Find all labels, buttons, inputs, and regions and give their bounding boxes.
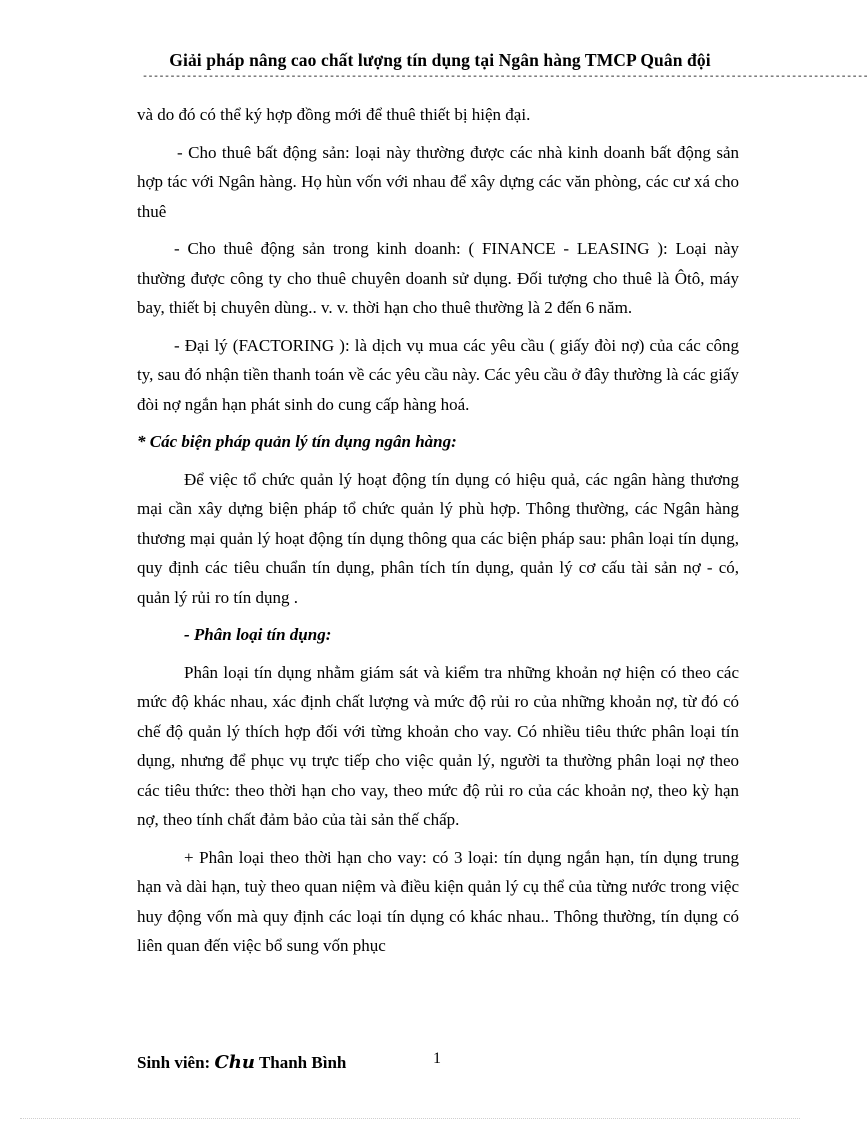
- paragraph-finance-leasing: - Cho thuê động sản trong kinh doanh: ( FINANCE - LEASING ): Loại này thường được công ty cho thuê chuyên doanh sử dụng. Đối tượng cho thuê là Ôtô, máy bay, thiết bị chuyên dùng.. v. v. thời hạn cho thuê thường là 2 đến 6 năm.: [137, 239, 739, 317]
- bottom-dotted-line: [20, 1118, 800, 1119]
- footer-student-label: Sinh viên:: [137, 1053, 211, 1072]
- page-number: 1: [433, 1050, 441, 1067]
- footer-student-name: Thanh Bình: [258, 1053, 347, 1072]
- paragraph-real-estate-leasing: - Cho thuê bất động sản: loại này thường được các nhà kinh doanh bất động sản hợp tác với Ngân hàng. Họ hùn vốn với nhau để xây dựng các văn phòng, các cư xá cho thuê: [137, 142, 739, 221]
- paragraph-by-term: + Phân loại theo thời hạn cho vay: có 3 loại: tín dụng ngắn hạn, tín dụng trung hạn và dài hạn, tuỳ theo quan niệm và điều kiện quản lý cụ thể của từng nước trong việc huy động vốn mà quy định các loại tín dụng có khác nhau.. Thông thường, tín dụng có liên quan đến việc bổ sung vốn phục: [137, 847, 739, 955]
- page-header-title: Giải pháp nâng cao chất lượng tín dụng tại Ngân hàng TMCP Quân đội: [169, 50, 711, 70]
- footer-signature: Chu: [214, 1052, 255, 1073]
- footer-student: [137, 1052, 346, 1073]
- section-heading-credit-management: * Các biện pháp quản lý tín dụng ngân hàng:: [137, 432, 457, 451]
- document-body: [137, 100, 739, 969]
- paragraph-factoring: - Đại lý (FACTORING ): là dịch vụ mua các yêu cầu ( giấy đòi nợ) của các công ty, sau đó nhận tiền thanh toán về các yêu cầu này. Các yêu cầu ở đây thường là các giấy đòi nợ ngắn hạn phát sinh do cung cấp hàng hoá.: [137, 335, 739, 414]
- paragraph-classification: Phân loại tín dụng nhằm giám sát và kiểm tra những khoản nợ hiện có theo các mức độ khác nhau, xác định chất lượng và mức độ rủi ro của những khoản nợ, từ đó có chế độ quản lý thích hợp đối với từng khoản cho vay. Có nhiều tiêu thức phân loại tín dụng, nhưng để phục vụ trực tiếp cho việc quản lý, người ta thường phân loại nợ theo các tiêu thức: theo thời hạn cho vay, theo mức độ rủi ro của các khoản nợ, theo kỳ hạn nợ, theo tính chất đảm bảo của tài sản thế chấp.: [137, 662, 739, 829]
- page-footer: [137, 1052, 739, 1082]
- header-divider: ------------------------------------------------------------------------------------------------------------------------------------: [142, 72, 868, 83]
- paragraph-1: và do đó có thể ký hợp đồng mới để thuê thiết bị hiện đại.: [137, 105, 531, 124]
- subheading-credit-classification: - Phân loại tín dụng:: [184, 625, 332, 644]
- paragraph-management-measures: Để việc tổ chức quản lý hoạt động tín dụng có hiệu quả, các ngân hàng thương mại cần xây dựng biện pháp tổ chức quản lý phù hợp. Thông thường, các Ngân hàng thương mại quản lý hoạt động tín dụng thông qua các biện pháp sau: phân loại tín dụng, quy định các tiêu chuẩn tín dụng, phân tích tín dụng, quản lý cơ cấu tài sản nợ - có, quản lý rủi ro tín dụng .: [137, 469, 739, 607]
